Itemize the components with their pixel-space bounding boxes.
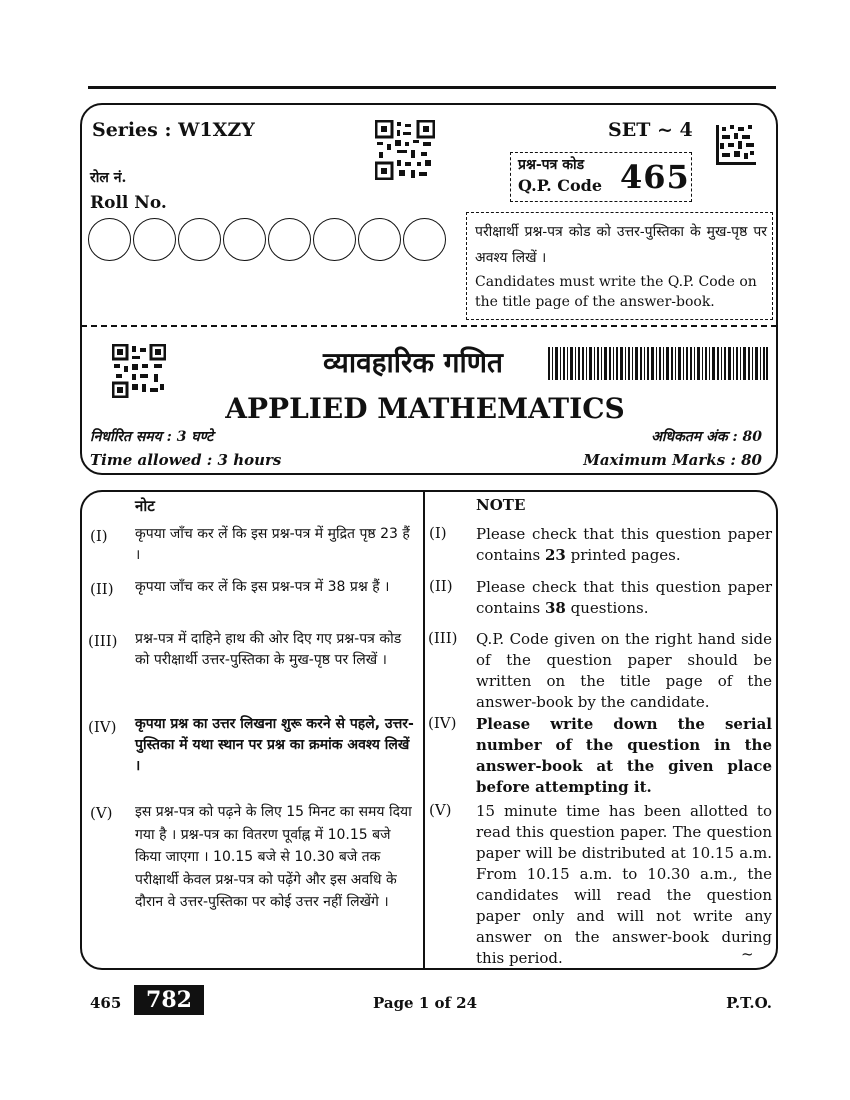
note-number: (II) <box>90 580 114 598</box>
note-number: (I) <box>429 524 447 542</box>
roll-digit-box[interactable] <box>268 218 311 261</box>
roll-digit-box[interactable] <box>403 218 446 261</box>
note-number: (I) <box>90 527 108 545</box>
roll-no-hindi: रोल नं. <box>90 170 127 186</box>
time-allowed-english: Time allowed : 3 hours <box>90 451 282 469</box>
qp-code-value: 465 <box>620 158 690 196</box>
note-number: (III) <box>88 632 118 650</box>
roll-digit-box[interactable] <box>178 218 221 261</box>
qr-code-icon <box>112 344 166 398</box>
pto-label: P.T.O. <box>726 994 772 1012</box>
max-marks-english: Maximum Marks : 80 <box>583 451 762 469</box>
footer-qp-code: 465 <box>90 994 122 1012</box>
continuation-mark: ~ <box>741 945 754 963</box>
footer-number-badge: 782 <box>134 985 204 1015</box>
note-text-english: Q.P. Code given on the right hand side of the question paper should be written on the title page of the answer-book by the candidate. <box>476 630 772 711</box>
roll-digit-box[interactable] <box>88 218 131 261</box>
note-number: (V) <box>429 801 452 819</box>
qp-code-hindi: प्रश्न-पत्र कोड <box>518 157 585 173</box>
datamatrix-code-icon <box>716 125 756 165</box>
note-text-english: Please check that this question paper contains 23 printed pages. <box>476 525 772 564</box>
time-allowed-hindi: निर्धारित समय : 3 घण्टे <box>90 429 214 445</box>
instruction-english: Candidates must write the Q.P. Code on the title page of the answer-book. <box>475 274 757 310</box>
page-number: Page 1 of 24 <box>372 994 478 1012</box>
note-number: (IV) <box>428 714 457 732</box>
top-rule <box>88 86 776 89</box>
note-number: (II) <box>429 577 453 595</box>
dashed-separator <box>81 325 777 327</box>
qp-code-label: Q.P. Code <box>518 176 603 195</box>
note-number: (III) <box>428 629 458 647</box>
roll-digit-box[interactable] <box>358 218 401 261</box>
note-text-hindi: कृपया प्रश्न का उत्तर लिखना शुरू करने से पहले, उत्तर-पुस्तिका में यथा स्थान पर प्रश्न का क्रमांक अवश्य लिखें । <box>135 716 414 774</box>
roll-digit-box[interactable] <box>133 218 176 261</box>
note-text-hindi: प्रश्न-पत्र में दाहिने हाथ की ओर दिए गए प्रश्न-पत्र कोड को परीक्षार्थी उत्तर-पुस्तिका के मुख-पृष्ठ पर लिखें । <box>135 631 402 668</box>
note-text-english: Please check that this question paper contains 38 questions. <box>476 578 772 617</box>
roll-digit-box[interactable] <box>313 218 356 261</box>
column-divider <box>423 491 425 969</box>
roll-no-label: Roll No. <box>90 193 167 213</box>
subject-title-english: APPLIED MATHEMATICS <box>225 392 625 425</box>
set-label: SET ~ 4 <box>608 119 693 141</box>
note-heading-hindi: नोट <box>135 497 155 515</box>
subject-title-hindi: व्यावहारिक गणित <box>323 346 503 379</box>
note-text-hindi: कृपया जाँच कर लें कि इस प्रश्न-पत्र में 38 प्रश्न हैं । <box>135 579 390 595</box>
note-text-english: 15 minute time has been allotted to read this question paper. The question paper will be distributed at 10.15 a.m. From 10.15 a.m. to 10.30 a.m., the candidates will read the question paper only and will not write any answer on the answer-book during this period. <box>476 802 772 967</box>
note-heading-english: NOTE <box>476 496 526 514</box>
note-number: (V) <box>90 804 113 822</box>
instruction-hindi: परीक्षार्थी प्रश्न-पत्र कोड को उत्तर-पुस्तिका के मुख-पृष्ठ पर अवश्य लिखें । <box>475 224 767 266</box>
note-text-hindi: इस प्रश्न-पत्र को पढ़ने के लिए 15 मिनट का समय दिया गया है । प्रश्न-पत्र का वितरण पूर्वाह्न में 10.15 बजे किया जाएगा । 10.15 बजे से 10.30 बजे तक परीक्षार्थी केवल प्रश्न-पत्र को पढ़ेंगे और इस अवधि के दौरान वे उत्तर-पुस्तिका पर कोई उत्तर नहीं लिखेंगे । <box>135 804 412 910</box>
barcode-icon <box>548 347 768 380</box>
note-text-english: Please write down the serial number of the question in the answer-book at the given place before attempting it. <box>476 715 772 796</box>
note-number: (IV) <box>88 718 117 736</box>
max-marks-hindi: अधिकतम अंक : 80 <box>651 429 762 445</box>
note-text-hindi: कृपया जाँच कर लें कि इस प्रश्न-पत्र में मुद्रित पृष्ठ 23 हैं । <box>135 526 410 563</box>
roll-digit-box[interactable] <box>223 218 266 261</box>
roll-no-boxes[interactable] <box>88 218 446 261</box>
qr-code-icon <box>375 120 435 180</box>
series-label: Series : W1XZY <box>92 119 255 141</box>
